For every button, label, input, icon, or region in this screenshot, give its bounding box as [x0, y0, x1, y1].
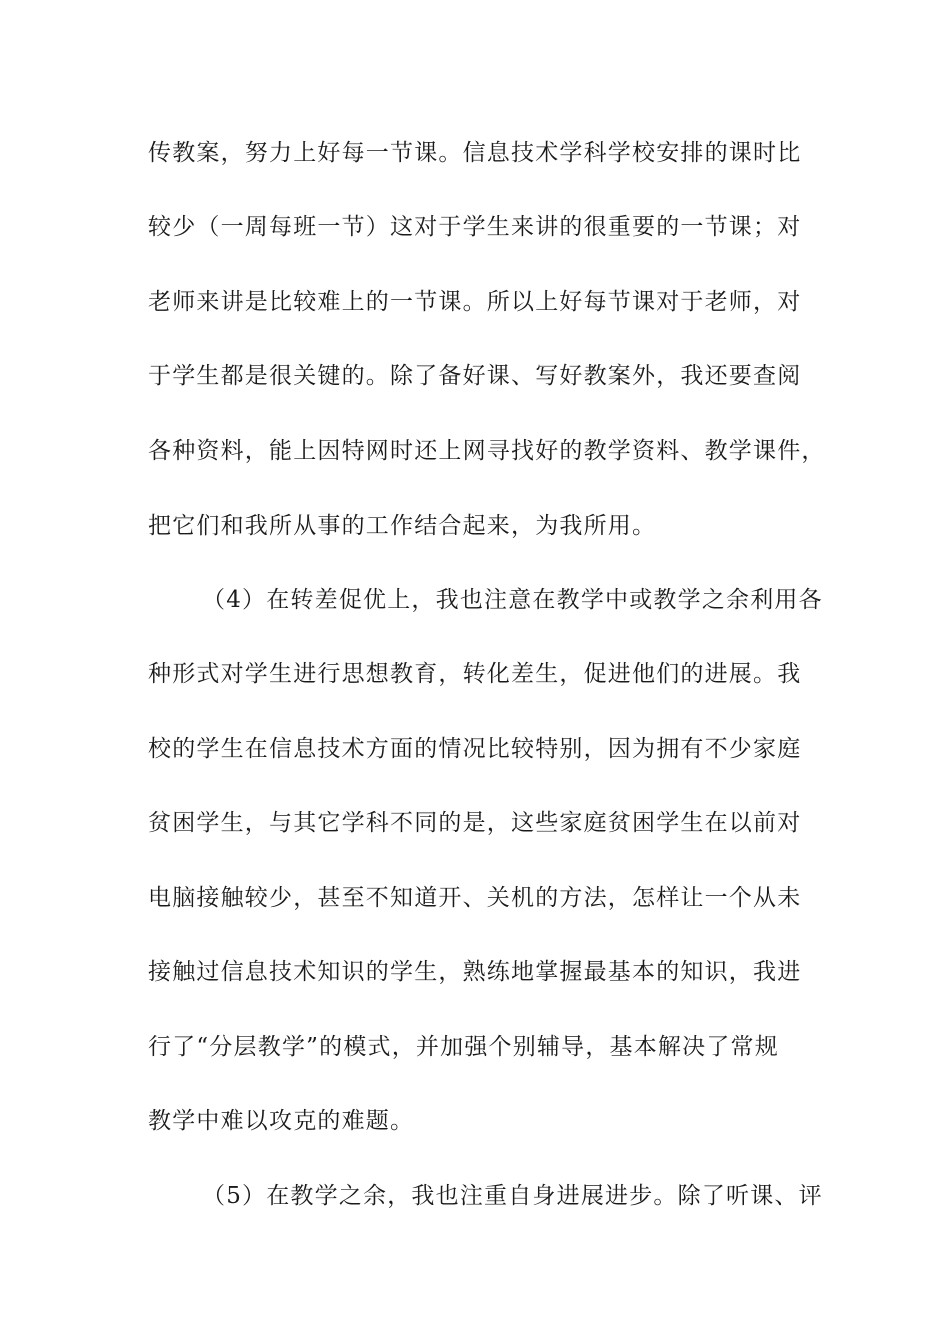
- paragraph-4-first-line: （4）在转差促优上，我也注意在教学中或教学之余利用各: [202, 587, 823, 613]
- text-line: 电脑接触较少，甚至不知道开、关机的方法，怎样让一个从未: [148, 885, 802, 911]
- text-line: 种形式对学生进行思想教育，转化差生，促进他们的进展。我: [148, 661, 802, 687]
- text-line: 接触过信息技术知识的学生，熟练地掌握最基本的知识，我进: [148, 959, 802, 985]
- text-line: 于学生都是很关键的。除了备好课、写好教案外，我还要查阅: [148, 363, 802, 389]
- text-line: 各种资料，能上因特网时还上网寻找好的教学资料、教学课件，: [148, 438, 826, 464]
- text-line: 传教案，努力上好每一节课。信息技术学科学校安排的课时比: [148, 140, 802, 166]
- text-line: 把它们和我所从事的工作结合起来，为我所用。: [148, 513, 657, 539]
- text-line: 行了“分层教学”的模式，并加强个别辅导，基本解决了常规: [148, 1034, 779, 1060]
- paragraph-5-first-line: （5）在教学之余，我也注重自身进展进步。除了听课、评: [202, 1183, 823, 1209]
- text-line: 贫困学生，与其它学科不同的是，这些家庭贫困学生在以前对: [148, 810, 802, 836]
- text-line: 教学中难以攻克的难题。: [148, 1108, 415, 1134]
- text-line: 校的学生在信息技术方面的情况比较特别，因为拥有不少家庭: [148, 736, 802, 762]
- text-line: 较少（一周每班一节）这对于学生来讲的很重要的一节课；对: [148, 214, 802, 240]
- text-line: 老师来讲是比较难上的一节课。所以上好每节课对于老师，对: [148, 289, 802, 315]
